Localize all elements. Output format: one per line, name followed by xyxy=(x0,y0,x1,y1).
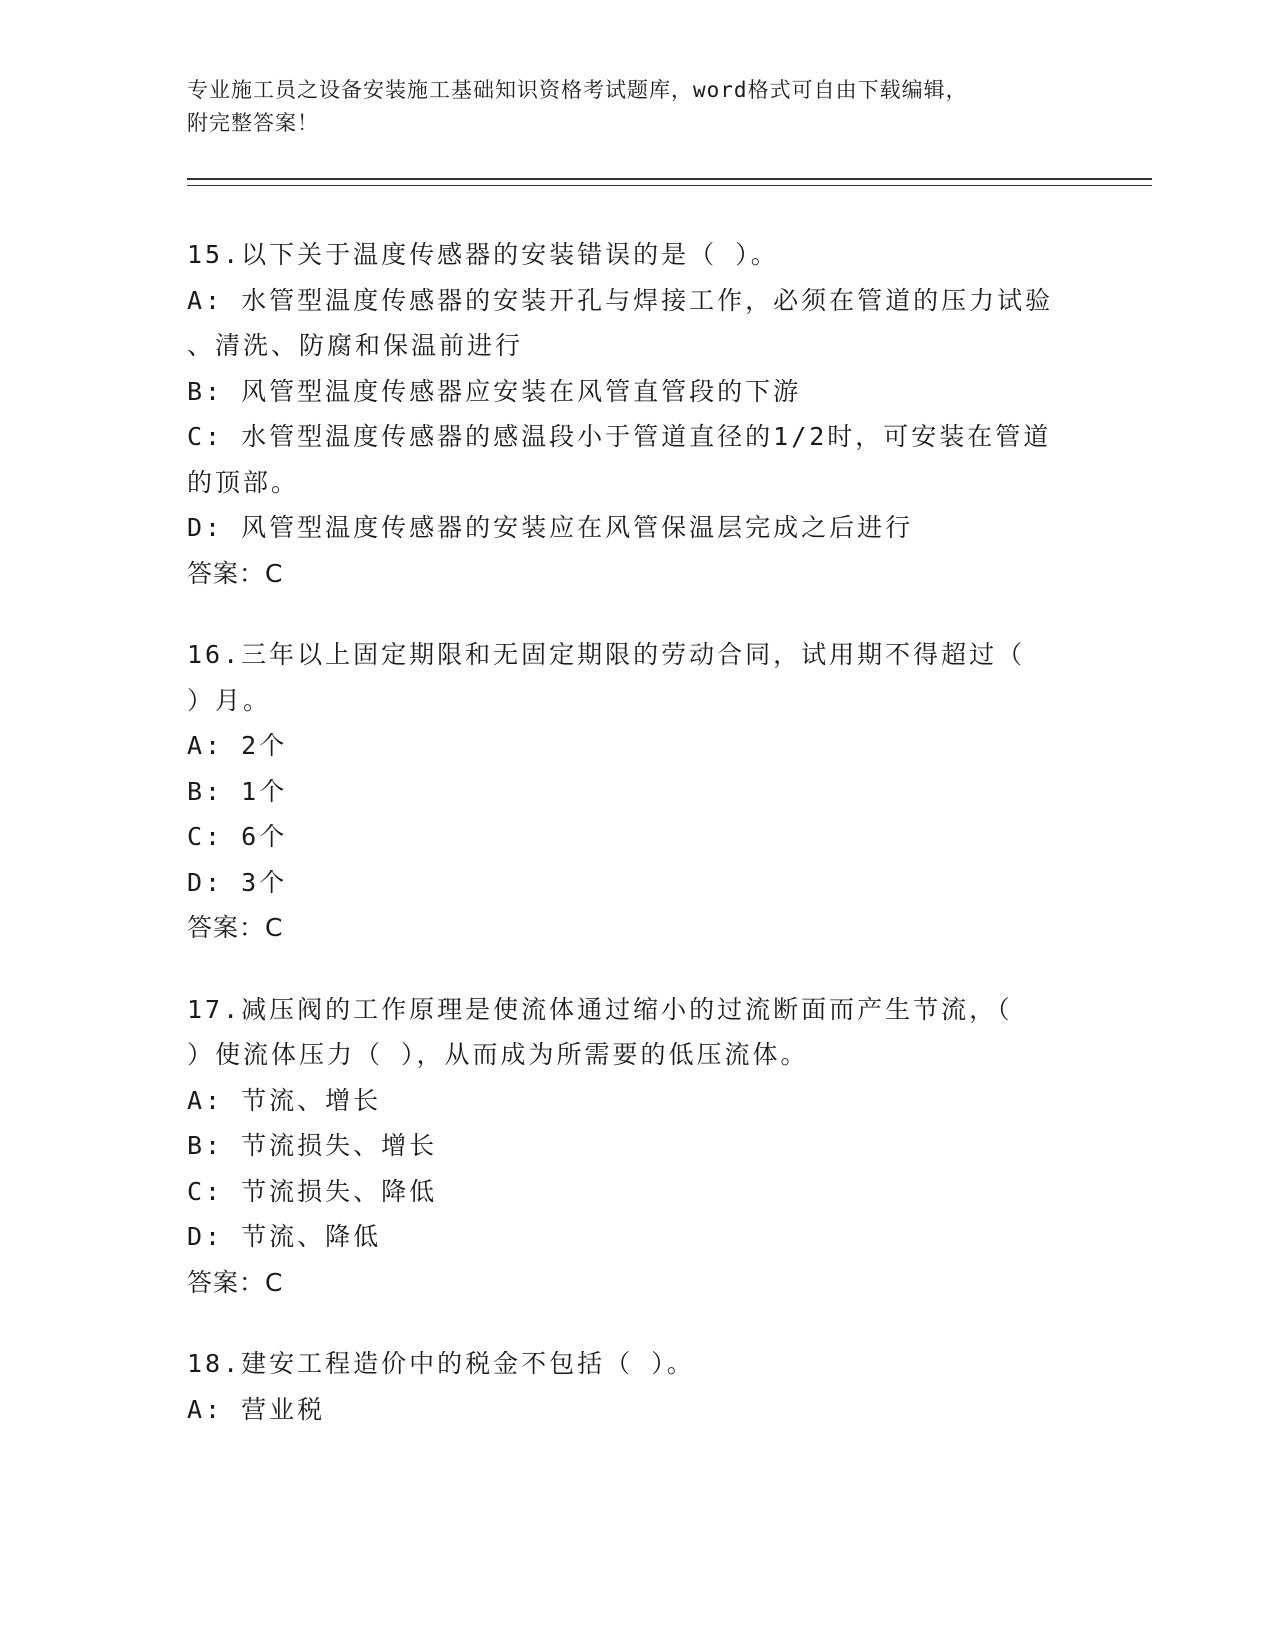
answer-line: 答案：C xyxy=(187,913,284,942)
question-18 xyxy=(187,1341,1087,1432)
option-d: D: 风管型温度传感器的安装应在风管保温层完成之后进行 xyxy=(187,513,914,542)
answer-line: 答案：C xyxy=(187,558,284,588)
document-header xyxy=(187,74,1087,140)
header-line-1: 专业施工员之设备安装施工基础知识资格考试题库，word格式可自由下载编辑， xyxy=(187,78,968,102)
question-list xyxy=(187,232,1087,1468)
option-a-cont: 、清洗、防腐和保温前进行 xyxy=(187,331,524,360)
option-a: A: 2个 xyxy=(187,731,288,760)
option-b: B: 风管型温度传感器应安装在风管直管段的下游 xyxy=(187,376,802,406)
question-stem: 15.以下关于温度传感器的安装错误的是（ ）。 xyxy=(187,240,779,269)
question-17 xyxy=(187,987,1087,1306)
question-stem-cont: ）使流体压力（ ），从而成为所需要的低压流体。 xyxy=(187,1040,809,1069)
option-c: C: 水管型温度传感器的感温段小于管道直径的1/2时，可安装在管道 xyxy=(187,422,1052,451)
header-divider xyxy=(187,178,1152,186)
option-a: A: 营业税 xyxy=(187,1394,326,1424)
question-16 xyxy=(187,632,1087,951)
option-d: D: 3个 xyxy=(187,867,288,897)
option-d: D: 节流、降低 xyxy=(187,1222,382,1251)
option-b: B: 1个 xyxy=(187,776,288,806)
option-a: A: 节流、增长 xyxy=(187,1085,382,1115)
option-c-cont: 的顶部。 xyxy=(187,467,300,497)
option-c: C: 节流损失、降低 xyxy=(187,1176,438,1206)
header-line-2: 附完整答案！ xyxy=(187,111,319,135)
question-stem: 17.减压阀的工作原理是使流体通过缩小的过流断面而产生节流，（ xyxy=(187,994,1013,1024)
answer-line: 答案：C xyxy=(187,1267,284,1297)
question-stem-cont: ）月。 xyxy=(187,685,272,715)
question-stem: 16.三年以上固定期限和无固定期限的劳动合同，试用期不得超过（ xyxy=(187,640,1026,669)
question-stem: 18.建安工程造价中的税金不包括（ ）。 xyxy=(187,1349,695,1378)
option-b: B: 节流损失、增长 xyxy=(187,1131,438,1160)
option-c: C: 6个 xyxy=(187,822,288,851)
question-15 xyxy=(187,232,1087,596)
option-a: A: 水管型温度传感器的安装开孔与焊接工作，必须在管道的压力试验 xyxy=(187,285,1054,315)
